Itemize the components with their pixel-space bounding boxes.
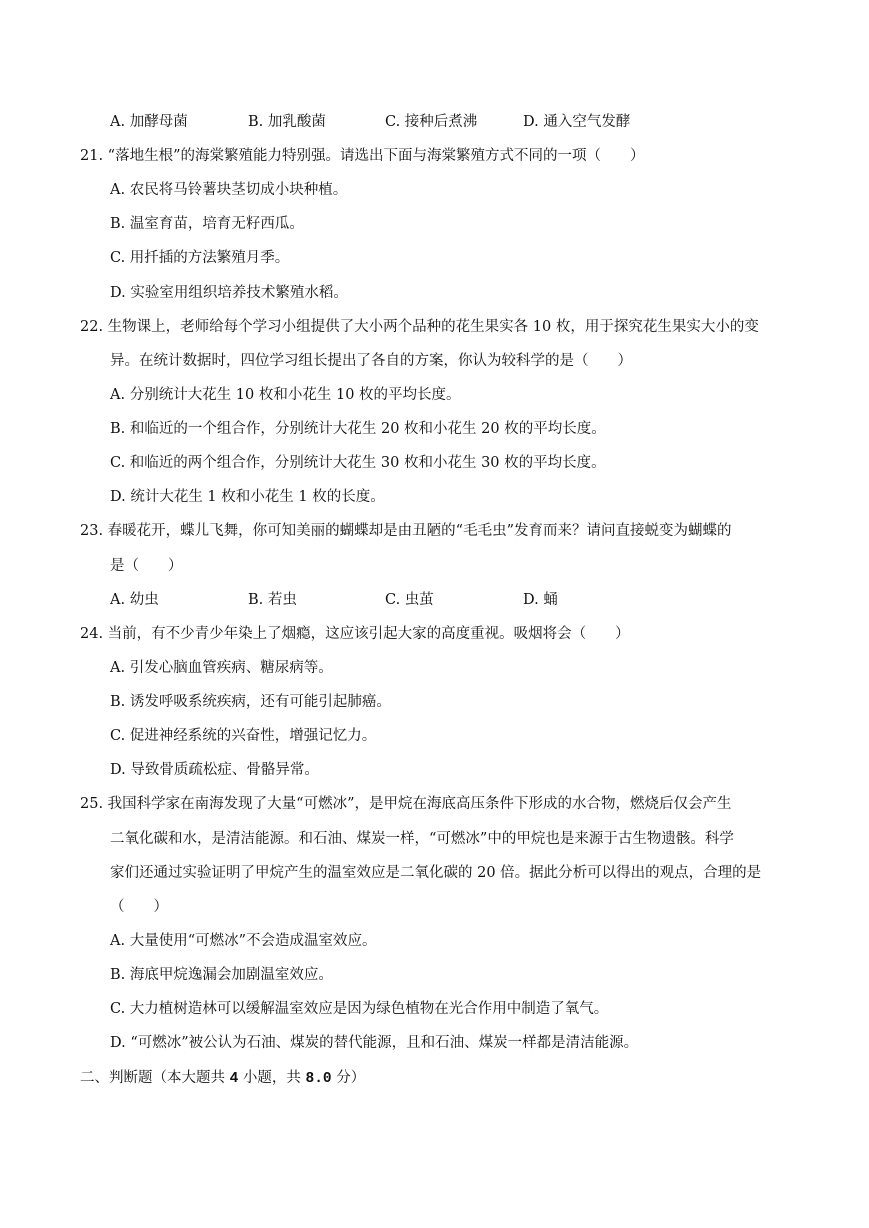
section2-heading xyxy=(80,1068,365,1088)
q21-option-c: C. 用扦插的方法繁殖月季。 xyxy=(110,250,290,266)
q20-option-b: B. 加乳酸菌 xyxy=(248,114,326,130)
q24-option-b: B. 诱发呼吸系统疾病，还有可能引起肺癌。 xyxy=(110,694,391,710)
q20-option-c: C. 接种后煮沸 xyxy=(385,114,478,130)
q23-option-b: B. 若虫 xyxy=(248,592,297,608)
q25-stem-line2: 二氧化碳和水，是清洁能源。和石油、煤炭一样，“可燃冰”中的甲烷也是来源于古生物遗骸。科学 xyxy=(110,831,734,847)
q25-option-b: B. 海底甲烷逸漏会加剧温室效应。 xyxy=(110,967,333,983)
q23-option-d: D. 蛹 xyxy=(523,592,558,608)
q23-option-a: A. 幼虫 xyxy=(110,592,159,608)
q22-option-b: B. 和临近的一个组合作，分别统计大花生 20 枚和小花生 20 枚的平均长度。 xyxy=(110,421,606,437)
q24-option-d: D. 导致骨质疏松症、骨骼异常。 xyxy=(110,762,319,778)
q24-option-a: A. 引发心脑血管疾病、糖尿病等。 xyxy=(110,660,333,676)
q22-option-a: A. 分别统计大花生 10 枚和小花生 10 枚的平均长度。 xyxy=(110,387,461,403)
q23-stem-line1: 23. 春暖花开，蝶儿飞舞，你可知美丽的蝴蝶却是由丑陋的“毛毛虫”发育而来？请问直接蜕变为蝴蝶的 xyxy=(80,523,732,539)
q23-options xyxy=(0,590,869,610)
q22-option-c: C. 和临近的两个组合作，分别统计大花生 30 枚和小花生 30 枚的平均长度。 xyxy=(110,455,606,471)
q25-stem-line4: （ ） xyxy=(110,899,168,915)
q25-stem-line3: 家们还通过实验证明了甲烷产生的温室效应是二氧化碳的 20 倍。据此分析可以得出的观点，合理的是 xyxy=(110,865,762,881)
q21-option-d: D. 实验室用组织培养技术繁殖水稻。 xyxy=(110,285,348,301)
q25-option-a: A. 大量使用“可燃冰”不会造成温室效应。 xyxy=(110,933,377,949)
q21-option-a: A. 农民将马铃薯块茎切成小块种植。 xyxy=(110,182,348,198)
q20-option-d: D. 通入空气发酵 xyxy=(523,114,631,130)
section2-count: 4 xyxy=(229,1071,239,1087)
q22-stem-line2: 异。在统计数据时，四位学习组长提出了各自的方案，你认为较科学的是（ ） xyxy=(110,353,632,369)
section2-prefix: 二、判断题（本大题共 xyxy=(80,1070,230,1086)
q25-option-d: D. “可燃冰”被公认为石油、煤炭的替代能源，且和石油、煤炭一样都是清洁能源。 xyxy=(110,1035,639,1051)
q21-option-b: B. 温室育苗，培育无籽西瓜。 xyxy=(110,216,304,232)
q24-stem: 24. 当前，有不少青少年染上了烟瘾，这应该引起大家的高度重视。吸烟将会（ ） xyxy=(80,626,630,642)
q20-options xyxy=(0,112,869,132)
q21-stem: 21. “落地生根”的海棠繁殖能力特别强。请选出下面与海棠繁殖方式不同的一项（ ） xyxy=(80,148,645,164)
q22-stem-line1: 22. 生物课上，老师给每个学习小组提供了大小两个品种的花生果实各 10 枚，用于探究花生果实大小的变 xyxy=(80,319,759,335)
q22-option-d: D. 统计大花生 1 枚和小花生 1 枚的长度。 xyxy=(110,489,385,505)
q23-stem-line2: 是（ ） xyxy=(110,558,183,574)
section2-score: 8.0 xyxy=(305,1071,332,1087)
section2-suffix: 分） xyxy=(331,1070,366,1086)
q20-option-a: A. 加酵母菌 xyxy=(110,114,188,130)
section2-middle: 小题，共 xyxy=(238,1070,306,1086)
q25-stem-line1: 25. 我国科学家在南海发现了大量“可燃冰”，是甲烷在海底高压条件下形成的水合物，燃烧后仅会产生 xyxy=(80,796,732,812)
q24-option-c: C. 促进神经系统的兴奋性，增强记忆力。 xyxy=(110,728,377,744)
q23-option-c: C. 虫茧 xyxy=(385,592,434,608)
q25-option-c: C. 大力植树造林可以缓解温室效应是因为绿色植物在光合作用中制造了氧气。 xyxy=(110,1001,609,1017)
